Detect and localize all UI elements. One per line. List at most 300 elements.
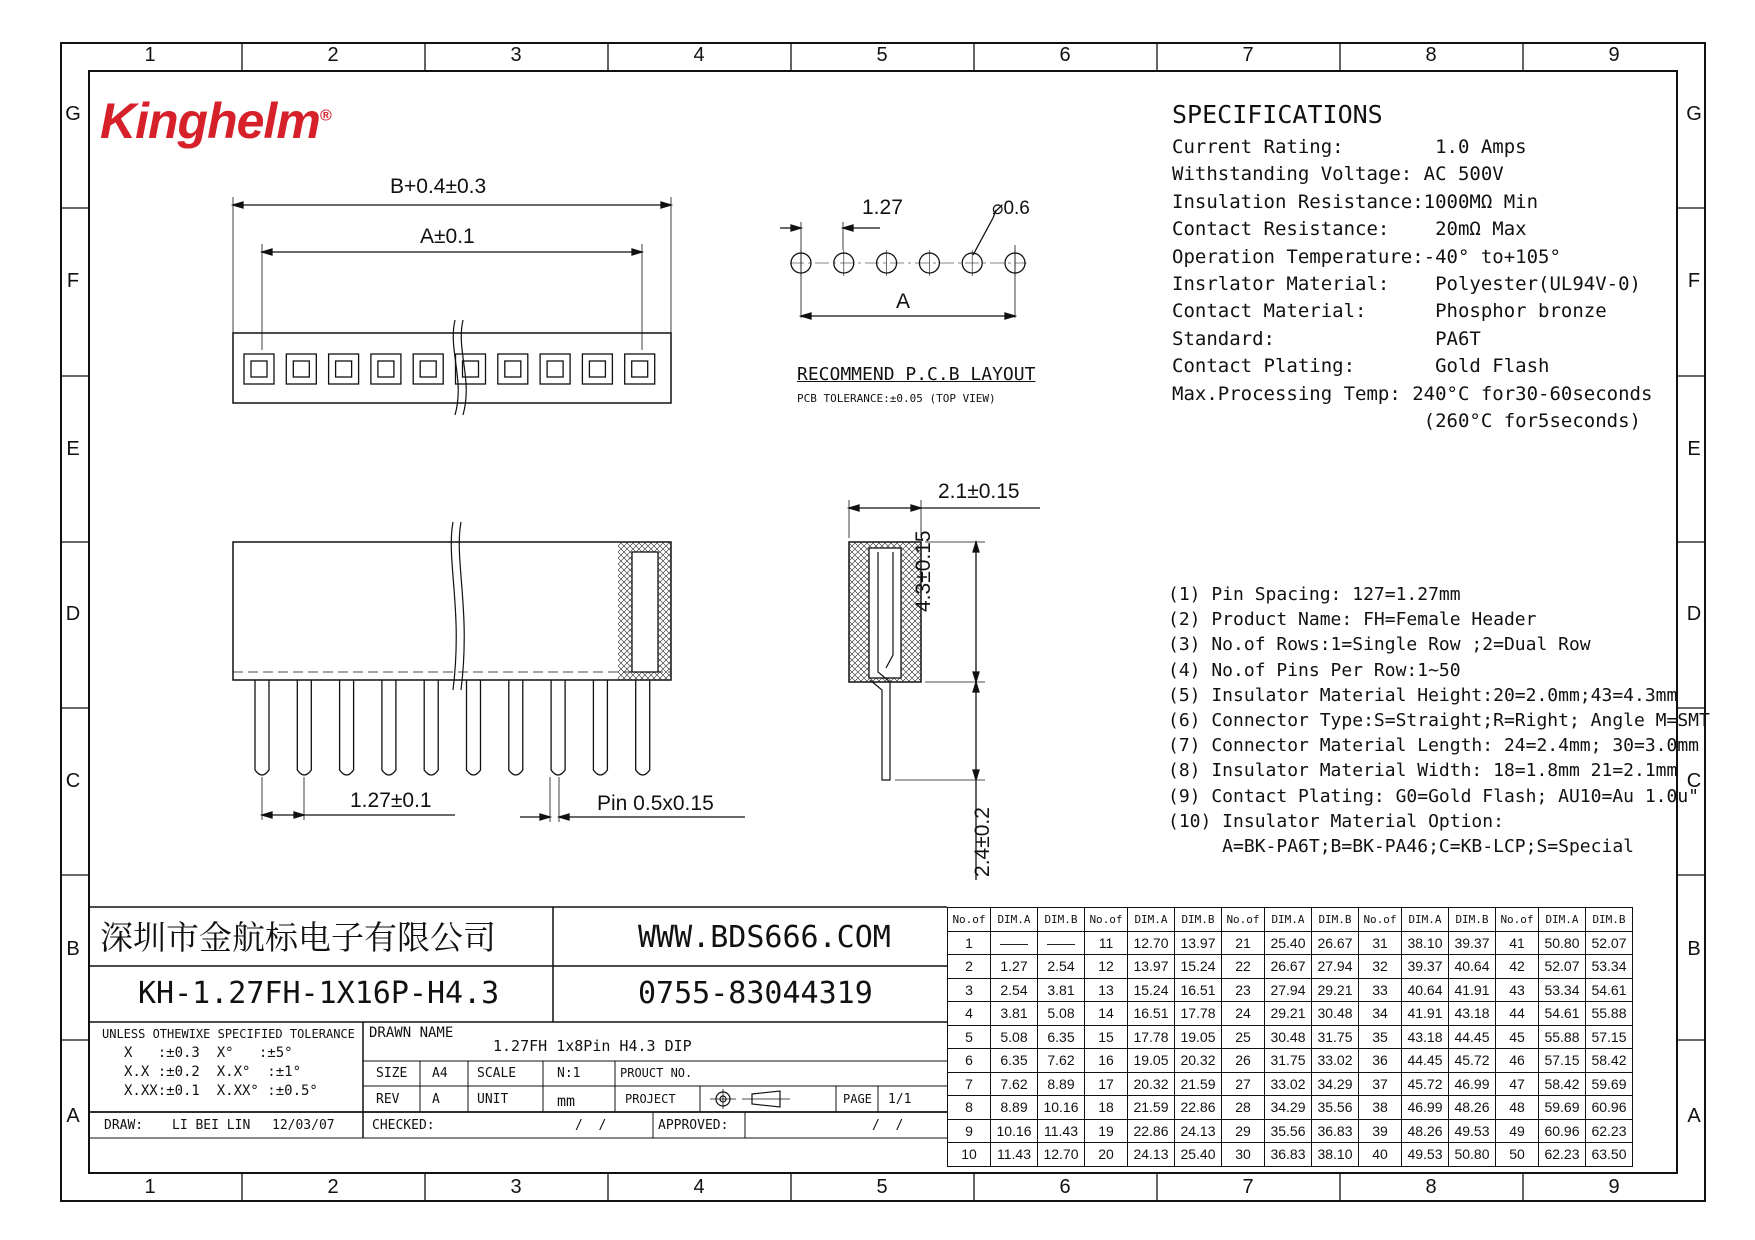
dim-table-cell: 6.35 xyxy=(991,1049,1038,1073)
table-row xyxy=(948,1096,1633,1120)
contact-cavity xyxy=(582,354,612,384)
dim-table-cell: 2.54 xyxy=(991,978,1038,1002)
dim-table-cell: 44 xyxy=(1496,1002,1539,1026)
projection-symbol xyxy=(710,1089,790,1109)
dim-table-cell: 20.32 xyxy=(1175,1049,1222,1073)
draw-label: DRAW: xyxy=(104,1118,144,1133)
dim-table-cell: 43 xyxy=(1496,978,1539,1002)
spec-line: Current Rating: 1.0 Amps xyxy=(1172,136,1527,158)
tolerance-line: X.XX:±0.1 X.XX° :±0.5° xyxy=(124,1083,318,1099)
note-line: (10) Insulator Material Option: xyxy=(1168,810,1504,832)
dim-table-cell: 15.24 xyxy=(1128,978,1175,1002)
pcb-layout-title: RECOMMEND P.C.B LAYOUT xyxy=(797,364,1036,385)
contact-cavity-inner xyxy=(336,361,352,377)
dim-table-cell: 8.89 xyxy=(991,1096,1038,1120)
dim-table-cell: 52.07 xyxy=(1539,955,1586,979)
zone-row-A-right: A xyxy=(1687,1105,1701,1127)
dim-table-cell: 19.05 xyxy=(1175,1025,1222,1049)
dim-table-cell: 28 xyxy=(1222,1096,1265,1120)
dim-table-cell: 17.78 xyxy=(1175,1002,1222,1026)
dim-table-cell: 18 xyxy=(1085,1096,1128,1120)
dim-table-cell: 15.24 xyxy=(1175,955,1222,979)
dim-table-cell: 63.50 xyxy=(1586,1143,1633,1167)
dim-table-cell: 37 xyxy=(1359,1072,1402,1096)
dim-table-cell: 32 xyxy=(1359,955,1402,979)
dim-table-header-cell: DIM.B xyxy=(1449,908,1496,932)
product-no-label: PROUCT NO. xyxy=(620,1066,693,1080)
checked-date: / / xyxy=(575,1118,607,1133)
dim-table-cell: 29.21 xyxy=(1265,1002,1312,1026)
zone-row-D-left: D xyxy=(65,603,81,625)
note-line: (6) Connector Type:S=Straight;R=Right; Angle M=SMT xyxy=(1168,710,1710,731)
dim-table-cell: 11 xyxy=(1085,931,1128,955)
dim-table-cell: 39.37 xyxy=(1402,955,1449,979)
unit-label: UNIT xyxy=(477,1092,509,1107)
dim-table-cell: 47 xyxy=(1496,1072,1539,1096)
draw-date: 12/03/07 xyxy=(272,1118,335,1133)
dim-table-cell: 24.13 xyxy=(1175,1119,1222,1143)
zone-row-G-left: G xyxy=(65,103,81,125)
size-value: A4 xyxy=(432,1066,448,1081)
scale-label: SCALE xyxy=(477,1066,517,1081)
approved-date: / / xyxy=(872,1118,904,1133)
dim-table-cell: 35.56 xyxy=(1312,1096,1359,1120)
company-phone: 0755-83044319 xyxy=(638,976,873,1011)
dim-table-cell: 49 xyxy=(1496,1119,1539,1143)
dim-table-cell: 34.29 xyxy=(1265,1096,1312,1120)
dim-table-cell: 19.05 xyxy=(1128,1049,1175,1073)
dim-table-cell: 21.59 xyxy=(1128,1096,1175,1120)
dim-table-cell: 13 xyxy=(1085,978,1128,1002)
zone-row-G-right: G xyxy=(1686,103,1702,125)
dim-table-cell: 50 xyxy=(1496,1143,1539,1167)
zone-row-E-right: E xyxy=(1687,438,1701,460)
dim-table-header-cell: DIM.A xyxy=(991,908,1038,932)
note-line: (2) Product Name: FH=Female Header xyxy=(1168,609,1537,631)
header-pin xyxy=(509,680,523,775)
table-row xyxy=(948,955,1633,979)
dim-table-cell: 48 xyxy=(1496,1096,1539,1120)
dim-table-cell: 26.67 xyxy=(1312,931,1359,955)
dim-table-cell: 35 xyxy=(1359,1025,1402,1049)
dim-table-cell: 40.64 xyxy=(1402,978,1449,1002)
dim-table-cell: 31.75 xyxy=(1312,1025,1359,1049)
header-pin xyxy=(636,680,650,775)
dimension-table-header xyxy=(948,908,1633,932)
dim-table-cell: 9 xyxy=(948,1119,991,1143)
dim-pitch-span: A±0.1 xyxy=(420,225,475,248)
zone-column-1-top: 1 xyxy=(144,44,156,66)
dim-table-cell: 41.91 xyxy=(1449,978,1496,1002)
note-line: (5) Insulator Material Height:20=2.0mm;43=4.3mm xyxy=(1168,684,1678,706)
dim-table-cell: 58.42 xyxy=(1586,1049,1633,1073)
header-pin xyxy=(255,680,269,775)
contact-cavity-inner xyxy=(378,361,394,377)
zone-column-1-bottom: 1 xyxy=(144,1176,156,1198)
dim-table-cell: 43.18 xyxy=(1449,1002,1496,1026)
spec-line: Withstanding Voltage: AC 500V xyxy=(1172,163,1504,186)
table-row xyxy=(948,1072,1633,1096)
spec-line: Contact Resistance: 20mΩ Max xyxy=(1172,218,1527,241)
dim-table-cell: 48.26 xyxy=(1449,1096,1496,1120)
dim-table-header-cell: DIM.A xyxy=(1539,908,1586,932)
spec-line: Operation Temperature:-40° to+105° xyxy=(1172,245,1561,268)
zone-row-C-right: C xyxy=(1686,770,1702,792)
dim-table-cell: 43.18 xyxy=(1402,1025,1449,1049)
drawn-name: 1.27FH 1x8Pin H4.3 DIP xyxy=(493,1037,692,1055)
zone-row-A-left: A xyxy=(66,1105,80,1127)
contact-cavity-inner xyxy=(547,361,563,377)
dim-table-cell: 45.72 xyxy=(1449,1049,1496,1073)
spec-line: Contact Plating: Gold Flash xyxy=(1172,355,1550,378)
dim-table-cell: 33.02 xyxy=(1312,1049,1359,1073)
dim-table-cell: 7.62 xyxy=(991,1072,1038,1096)
tolerance-title: UNLESS OTHEWIXE SPECIFIED TOLERANCE xyxy=(102,1027,355,1041)
dim-table-cell: 54.61 xyxy=(1539,1002,1586,1026)
header-pin xyxy=(467,680,481,775)
dim-table-cell: 59.69 xyxy=(1586,1072,1633,1096)
dim-table-header-cell: DIM.B xyxy=(1312,908,1359,932)
zone-row-C-left: C xyxy=(65,770,81,792)
dim-table-cell: 16.51 xyxy=(1128,1002,1175,1026)
zone-row-F-right: F xyxy=(1687,270,1701,292)
dim-table-header-cell: DIM.A xyxy=(1128,908,1175,932)
zone-column-5-bottom: 5 xyxy=(876,1176,888,1198)
dim-table-cell: 10.16 xyxy=(1038,1096,1085,1120)
zone-column-4-bottom: 4 xyxy=(693,1176,705,1198)
dim-table-cell: 46.99 xyxy=(1449,1072,1496,1096)
dim-table-cell: 4 xyxy=(948,1002,991,1026)
contact-cavity-inner xyxy=(293,361,309,377)
dim-table-cell: 49.53 xyxy=(1402,1143,1449,1167)
dim-table-cell: 36.83 xyxy=(1312,1119,1359,1143)
dim-pcb-span: A xyxy=(896,290,911,313)
dim-table-cell: 52.07 xyxy=(1586,931,1633,955)
zone-column-2-top: 2 xyxy=(327,44,339,66)
dim-table-cell: 19 xyxy=(1085,1119,1128,1143)
dim-table-cell: 6.35 xyxy=(1038,1025,1085,1049)
checked-label: CHECKED: xyxy=(372,1118,435,1133)
dim-table-cell: 50.80 xyxy=(1449,1143,1496,1167)
dim-table-cell: 26.67 xyxy=(1265,955,1312,979)
dim-table-cell: 39.37 xyxy=(1449,931,1496,955)
dim-table-cell: 58.42 xyxy=(1539,1072,1586,1096)
dim-table-header-cell: DIM.B xyxy=(1038,908,1085,932)
zone-column-7-bottom: 7 xyxy=(1242,1176,1254,1198)
note-line: (3) No.of Rows:1=Single Row ;2=Dual Row xyxy=(1168,634,1591,656)
dim-table-header-cell: No.of xyxy=(1085,908,1128,932)
dim-table-cell: 27 xyxy=(1222,1072,1265,1096)
dim-table-cell: 26 xyxy=(1222,1049,1265,1073)
dim-table-cell: 7.62 xyxy=(1038,1049,1085,1073)
spec-line: Insulation Resistance:1000MΩ Min xyxy=(1172,190,1539,213)
dim-table-cell: 12.70 xyxy=(1128,931,1175,955)
dim-table-cell: 53.34 xyxy=(1539,978,1586,1002)
header-pin xyxy=(593,680,607,775)
dim-table-cell: 50.80 xyxy=(1539,931,1586,955)
contact-cavity-inner xyxy=(420,361,436,377)
contact-cavity xyxy=(371,354,401,384)
contact-cavity xyxy=(625,354,655,384)
dim-table-cell: 34 xyxy=(1359,1002,1402,1026)
dim-table-cell: 3 xyxy=(948,978,991,1002)
dim-table-cell: 5.08 xyxy=(1038,1002,1085,1026)
contact-cavity xyxy=(244,354,274,384)
zone-row-D-right: D xyxy=(1686,603,1702,625)
dim-table-cell: 21 xyxy=(1222,931,1265,955)
dim-table-cell: 45.72 xyxy=(1402,1072,1449,1096)
spec-line: Contact Material: Phosphor bronze xyxy=(1172,300,1607,323)
dim-table-cell: 5.08 xyxy=(991,1025,1038,1049)
dim-table-cell: 49.53 xyxy=(1449,1119,1496,1143)
table-row xyxy=(948,1025,1633,1049)
note-line: (7) Connector Material Length: 24=2.4mm; 30=3.0mm xyxy=(1168,735,1700,757)
dim-table-cell: 2.54 xyxy=(1038,955,1085,979)
dim-table-cell: 29 xyxy=(1222,1119,1265,1143)
dim-table-cell: 42 xyxy=(1496,955,1539,979)
dim-table-cell: 48.26 xyxy=(1402,1119,1449,1143)
dim-table-cell: 40.64 xyxy=(1449,955,1496,979)
page-label: PAGE xyxy=(843,1092,872,1106)
company-website: WWW.BDS666.COM xyxy=(638,920,891,955)
zone-column-4-top: 4 xyxy=(693,44,705,66)
dim-table-cell: 5 xyxy=(948,1025,991,1049)
table-row xyxy=(948,978,1633,1002)
dim-table-header-cell: No.of xyxy=(1359,908,1402,932)
dim-table-cell: 55.88 xyxy=(1539,1025,1586,1049)
header-pin xyxy=(297,680,311,775)
header-pin xyxy=(424,680,438,775)
dim-table-cell: 17 xyxy=(1085,1072,1128,1096)
dim-table-cell: 25.40 xyxy=(1265,931,1312,955)
scale-value: N:1 xyxy=(557,1066,581,1081)
dim-table-cell: 22.86 xyxy=(1175,1096,1222,1120)
zone-row-B-left: B xyxy=(66,938,80,960)
page-value: 1/1 xyxy=(888,1092,912,1107)
dim-table-cell: —— xyxy=(991,931,1038,955)
note-line: (1) Pin Spacing: 127=1.27mm xyxy=(1168,584,1461,605)
zone-row-B-right: B xyxy=(1687,938,1701,960)
spec-line: Max.Processing Temp: 240°C for30-60seconds xyxy=(1172,382,1653,405)
zone-column-2-bottom: 2 xyxy=(327,1176,339,1198)
dim-table-cell: 45 xyxy=(1496,1025,1539,1049)
dim-table-header-cell: DIM.A xyxy=(1402,908,1449,932)
project-label: PROJECT xyxy=(625,1092,676,1106)
dim-table-header-cell: No.of xyxy=(1222,908,1265,932)
note-line: A=BK-PA6T;B=BK-PA46;C=KB-LCP;S=Special xyxy=(1168,836,1634,857)
zone-row-F-left: F xyxy=(66,270,80,292)
dim-table-cell: 57.15 xyxy=(1539,1049,1586,1073)
dim-table-cell: 21.59 xyxy=(1175,1072,1222,1096)
spec-line: (260°C for5seconds) xyxy=(1172,410,1641,432)
dim-table-cell: 27.94 xyxy=(1265,978,1312,1002)
dim-table-cell: 30.48 xyxy=(1312,1002,1359,1026)
zone-column-3-bottom: 3 xyxy=(510,1176,522,1198)
specifications-title: SPECIFICATIONS xyxy=(1172,100,1383,129)
dim-table-cell: 12 xyxy=(1085,955,1128,979)
dim-pcb-hole: ⌀0.6 xyxy=(992,198,1030,219)
dim-table-cell: 8 xyxy=(948,1096,991,1120)
dim-table-cell: 54.61 xyxy=(1586,978,1633,1002)
dim-table-cell: 1 xyxy=(948,931,991,955)
zone-column-6-bottom: 6 xyxy=(1059,1176,1071,1198)
dim-table-cell: 16.51 xyxy=(1175,978,1222,1002)
dim-table-cell: 44.45 xyxy=(1449,1025,1496,1049)
dim-table-cell: 6 xyxy=(948,1049,991,1073)
dim-table-header-cell: DIM.B xyxy=(1586,908,1633,932)
dim-table-cell: 20.32 xyxy=(1128,1072,1175,1096)
rev-value: A xyxy=(432,1092,440,1107)
dim-table-cell: 13.97 xyxy=(1175,931,1222,955)
dim-table-cell: 57.15 xyxy=(1586,1025,1633,1049)
dim-table-cell: 14 xyxy=(1085,1002,1128,1026)
drawn-name-label: DRAWN NAME xyxy=(369,1025,454,1041)
dim-table-cell: 27.94 xyxy=(1312,955,1359,979)
contact-cavity-inner xyxy=(251,361,267,377)
dim-table-header-cell: DIM.A xyxy=(1265,908,1312,932)
dim-table-cell: 31.75 xyxy=(1265,1049,1312,1073)
dim-table-cell: 35.56 xyxy=(1265,1119,1312,1143)
header-pin xyxy=(340,680,354,775)
dim-table-cell: 59.69 xyxy=(1539,1096,1586,1120)
dim-table-cell: 10 xyxy=(948,1143,991,1167)
dim-table-cell: 31 xyxy=(1359,931,1402,955)
dim-side-height: 4.3±0.15 xyxy=(912,530,935,612)
dim-table-cell: 20 xyxy=(1085,1143,1128,1167)
contact-cavity xyxy=(329,354,359,384)
dim-table-cell: 3.81 xyxy=(1038,978,1085,1002)
dim-table-cell: 40 xyxy=(1359,1143,1402,1167)
dim-table-cell: 46.99 xyxy=(1402,1096,1449,1120)
dim-table-cell: 60.96 xyxy=(1586,1096,1633,1120)
zone-column-9-bottom: 9 xyxy=(1608,1176,1620,1198)
dim-table-cell: 11.43 xyxy=(1038,1119,1085,1143)
contact-cavity xyxy=(540,354,570,384)
part-number: KH-1.27FH-1X16P-H4.3 xyxy=(138,976,500,1011)
dim-table-cell: 1.27 xyxy=(991,955,1038,979)
contact-cavity-inner xyxy=(632,361,648,377)
dim-table-cell: 2 xyxy=(948,955,991,979)
zone-column-3-top: 3 xyxy=(510,44,522,66)
dim-pin-size: Pin 0.5x0.15 xyxy=(597,792,714,815)
dim-table-cell: 39 xyxy=(1359,1119,1402,1143)
dim-table-header-cell: No.of xyxy=(948,908,991,932)
contact-cavity xyxy=(456,354,486,384)
dim-table-cell: 12.70 xyxy=(1038,1143,1085,1167)
drawer-name: LI BEI LIN xyxy=(172,1118,251,1133)
dim-table-cell: 8.89 xyxy=(1038,1072,1085,1096)
dim-table-cell: 25 xyxy=(1222,1025,1265,1049)
zone-column-8-top: 8 xyxy=(1425,44,1437,66)
table-row xyxy=(948,1002,1633,1026)
dim-table-cell: 36 xyxy=(1359,1049,1402,1073)
contact-cavity xyxy=(413,354,443,384)
dim-table-cell: 33 xyxy=(1359,978,1402,1002)
dim-table-cell: 46 xyxy=(1496,1049,1539,1073)
dim-table-cell: 22.86 xyxy=(1128,1119,1175,1143)
dim-table-cell: 11.43 xyxy=(991,1143,1038,1167)
contact-cavity xyxy=(286,354,316,384)
dim-table-cell: 62.23 xyxy=(1586,1119,1633,1143)
dim-table-cell: 24 xyxy=(1222,1002,1265,1026)
contact-cavity xyxy=(498,354,528,384)
dim-table-cell: 24.13 xyxy=(1128,1143,1175,1167)
contact-cavity-inner xyxy=(589,361,605,377)
dim-table-cell: 33.02 xyxy=(1265,1072,1312,1096)
header-pin xyxy=(382,680,396,775)
dim-table-cell: 36.83 xyxy=(1265,1143,1312,1167)
zone-column-5-top: 5 xyxy=(876,44,888,66)
approved-label: APPROVED: xyxy=(658,1118,729,1133)
dim-table-cell: 10.16 xyxy=(991,1119,1038,1143)
table-row xyxy=(948,1143,1633,1167)
dim-table-cell: 38 xyxy=(1359,1096,1402,1120)
dim-table-cell: 55.88 xyxy=(1586,1002,1633,1026)
rev-label: REV xyxy=(376,1092,400,1107)
dim-side-width: 2.1±0.15 xyxy=(938,480,1020,503)
dim-table-cell: 15 xyxy=(1085,1025,1128,1049)
dim-table-header-cell: DIM.B xyxy=(1175,908,1222,932)
dim-table-cell: 29.21 xyxy=(1312,978,1359,1002)
dim-table-cell: 25.40 xyxy=(1175,1143,1222,1167)
table-row xyxy=(948,931,1633,955)
pcb-tolerance: PCB TOLERANCE:±0.05 (TOP VIEW) xyxy=(797,392,996,405)
dim-table-cell: 41 xyxy=(1496,931,1539,955)
note-line: (9) Contact Plating: G0=Gold Flash; AU10=Au 1.0u" xyxy=(1168,785,1700,807)
dim-table-cell: 22 xyxy=(1222,955,1265,979)
note-line: (8) Insulator Material Width: 18=1.8mm 21=2.1mm xyxy=(1168,760,1678,782)
header-pin xyxy=(551,680,565,775)
dim-table-cell: 3.81 xyxy=(991,1002,1038,1026)
size-label: SIZE xyxy=(376,1066,408,1081)
spec-line: Standard: PA6T xyxy=(1172,327,1481,350)
zone-column-7-top: 7 xyxy=(1242,44,1254,66)
contact-cavity-inner xyxy=(505,361,521,377)
zone-row-E-left: E xyxy=(66,438,80,460)
dim-table-cell: 34.29 xyxy=(1312,1072,1359,1096)
dim-table-cell: 23 xyxy=(1222,978,1265,1002)
dim-table-cell: 44.45 xyxy=(1402,1049,1449,1073)
dim-table-cell: 38.10 xyxy=(1402,931,1449,955)
dim-table-header-cell: No.of xyxy=(1496,908,1539,932)
table-row xyxy=(948,1049,1633,1073)
dimension-table xyxy=(947,907,1633,1167)
spec-line: Insrlator Material: Polyester(UL94V-0) xyxy=(1172,273,1641,295)
dim-table-cell: 41.91 xyxy=(1402,1002,1449,1026)
dim-table-cell: 30 xyxy=(1222,1143,1265,1167)
dim-table-cell: 17.78 xyxy=(1128,1025,1175,1049)
front-view xyxy=(233,522,745,822)
dim-table-cell: 13.97 xyxy=(1128,955,1175,979)
dim-table-cell: —— xyxy=(1038,931,1085,955)
dim-table-cell: 60.96 xyxy=(1539,1119,1586,1143)
dim-front-pitch: 1.27±0.1 xyxy=(350,789,432,812)
kinghelm-logo: Kinghelm® xyxy=(100,93,331,149)
tolerance-line: X :±0.3 X° :±5° xyxy=(124,1045,293,1061)
zone-column-6-top: 6 xyxy=(1059,44,1071,66)
dim-pcb-pitch: 1.27 xyxy=(862,196,903,219)
company-name: 深圳市金航标电子有限公司 xyxy=(100,918,496,957)
dim-table-cell: 7 xyxy=(948,1072,991,1096)
dim-table-cell: 30.48 xyxy=(1265,1025,1312,1049)
table-row xyxy=(948,1119,1633,1143)
dim-table-cell: 16 xyxy=(1085,1049,1128,1073)
dim-table-cell: 53.34 xyxy=(1586,955,1633,979)
side-view xyxy=(849,500,1040,880)
zone-column-8-bottom: 8 xyxy=(1425,1176,1437,1198)
dim-table-cell: 62.23 xyxy=(1539,1143,1586,1167)
tolerance-line: X.X :±0.2 X.X° :±1° xyxy=(124,1064,302,1080)
